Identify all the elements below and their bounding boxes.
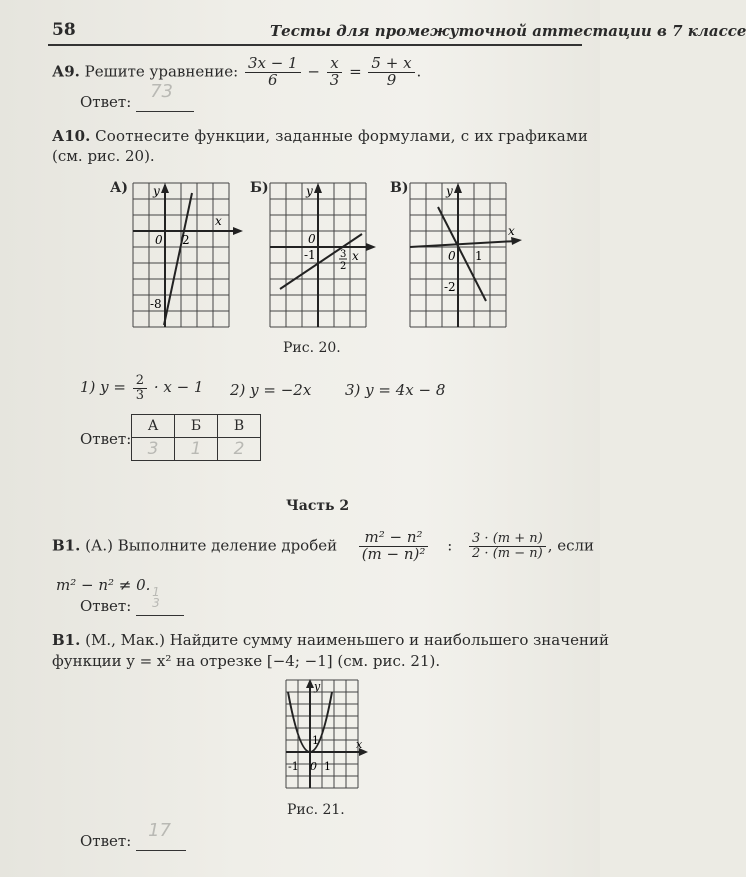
header-rule	[48, 44, 582, 46]
b1-b-answer: Ответ: 17	[80, 832, 186, 851]
a9-handwritten-answer: 73	[150, 81, 173, 102]
a9-problem: А9. Решите уравнение: $\frac{3x - 1}{6}$ − $\frac{x}{3}$ = $\frac{5 + x}{9}$ .	[52, 54, 422, 89]
a9-answer-label: Ответ:	[80, 93, 132, 111]
graph-a-y-label: y	[153, 184, 160, 198]
graph-b-x-label: x	[352, 249, 359, 263]
a9-minus: −	[307, 62, 320, 81]
a9-equals: =	[349, 62, 362, 81]
graph-c-tick-minus2: -2	[444, 280, 456, 294]
table-header-b: Б	[175, 415, 218, 438]
graph-a-function-line	[164, 193, 192, 325]
table-answer-b[interactable]: 1	[175, 438, 218, 461]
graph-parabola-tick-minus1: -1	[288, 760, 299, 773]
table-header-a: А	[132, 415, 175, 438]
graph-b-y-label: y	[306, 184, 313, 198]
graph-parabola-tick-x1: 1	[324, 760, 331, 773]
graph-parabola-y-label: y	[314, 680, 321, 693]
graph-c-origin-label: 0	[448, 249, 456, 263]
b1-a-answer-field[interactable]	[136, 585, 184, 616]
b1-b-label: В1.	[52, 631, 81, 649]
graph-c	[410, 183, 524, 329]
graph-parabola-origin: 0	[310, 760, 317, 773]
a10-text-line-2: (см. рис. 20).	[52, 147, 155, 165]
graph-parabola	[284, 678, 370, 790]
b1-b-text-line-1: В1. (М., Мак.) Найдите сумму наименьшего и наибольшего значений	[52, 631, 610, 649]
formula-1: 1) y = $\frac{2}{3}$ · x − 1	[80, 373, 204, 403]
table-answer-a[interactable]: 3	[132, 438, 175, 461]
formula-3: 3) y = 4x − 8	[345, 381, 446, 399]
table-header-c: В	[218, 415, 261, 438]
b1-b-handwritten-answer: 17	[148, 820, 171, 841]
a9-answer-field[interactable]	[136, 81, 194, 112]
graph-b-tick-2-denominator: 2	[340, 261, 347, 272]
a9-fraction-2: $\frac{x}{3}$	[327, 56, 343, 89]
graph-a-tick-2: 2	[182, 233, 190, 247]
graph-b-tick-3-numerator: 3	[340, 249, 347, 260]
a10-answer-label: Ответ:	[80, 430, 132, 448]
b1-b-text-line-2: функции y = x² на отрезке [−4; −1] (см. рис. 21).	[52, 652, 441, 670]
graph-a-tick-minus8: -8	[150, 297, 162, 311]
part-2-title: Часть 2	[286, 498, 350, 514]
graph-c-tick-1: 1	[475, 249, 483, 263]
graph-c-x-label: x	[508, 224, 515, 238]
b1-a-condition: m² − n² ≠ 0.	[56, 576, 151, 594]
b1-a-label: В1.	[52, 536, 81, 555]
graph-c-label: В)	[390, 180, 409, 196]
running-header-title: Тесты для промежуточной аттестации в 7 классе	[270, 22, 746, 40]
b1-a-handwritten-numerator: 1	[152, 585, 160, 599]
b1-a-problem: В1. (А.) Выполните деление дробей $\frac{\text{m² − n²}}{\text{(m − n)²}}$ : $\frac{3 \cdot (m + n)}{2 \cdot (m - n)}$ , если	[52, 528, 595, 563]
graph-b-tick-minus1: -1	[304, 248, 316, 262]
graph-a	[133, 183, 245, 329]
b1-a-handwritten-denominator: 3	[152, 596, 160, 610]
graph-b-label: Б)	[250, 180, 269, 196]
graph-a-origin-label: 0	[155, 233, 163, 247]
b1-a-fraction-2: $\frac{3 \cdot (m + n)}{2 \cdot (m - n)}$	[469, 532, 546, 560]
a9-prompt: Решите уравнение:	[84, 62, 239, 81]
b1-a-fraction-1: $\frac{\text{m² − n²}}{\text{(m − n)²}}$	[359, 530, 429, 563]
formula-2: 2) y = −2x	[230, 381, 312, 399]
a10-answer-table	[131, 414, 261, 461]
graph-a-label: А)	[110, 180, 129, 196]
graph-b-origin-label: 0	[308, 232, 316, 246]
graph-a-x-label: x	[215, 214, 222, 228]
graph-b	[270, 183, 382, 329]
a10-text-line-1: А10. Соотнесите функции, заданные формулами, с их графиками	[52, 127, 589, 145]
page-number: 58	[52, 20, 76, 40]
a9-fraction-1: $\frac{3x - 1}{6}$	[245, 56, 301, 89]
a9-fraction-3: $\frac{5 + x}{9}$	[368, 56, 414, 89]
a9-answer	[80, 81, 194, 112]
graph-parabola-tick-y1: 1	[312, 734, 319, 747]
figure-20-caption: Рис. 20.	[283, 340, 341, 356]
graph-c-y-label: y	[446, 184, 453, 198]
table-answer-c[interactable]: 2	[218, 438, 261, 461]
figure-21-caption: Рис. 21.	[287, 802, 345, 818]
graph-parabola-x-label: x	[356, 738, 363, 751]
b1-b-answer-field[interactable]	[136, 820, 186, 851]
b1-a-answer: Ответ: 1 3	[80, 597, 184, 616]
a9-label: А9.	[52, 62, 80, 81]
a10-label: А10.	[52, 127, 91, 145]
